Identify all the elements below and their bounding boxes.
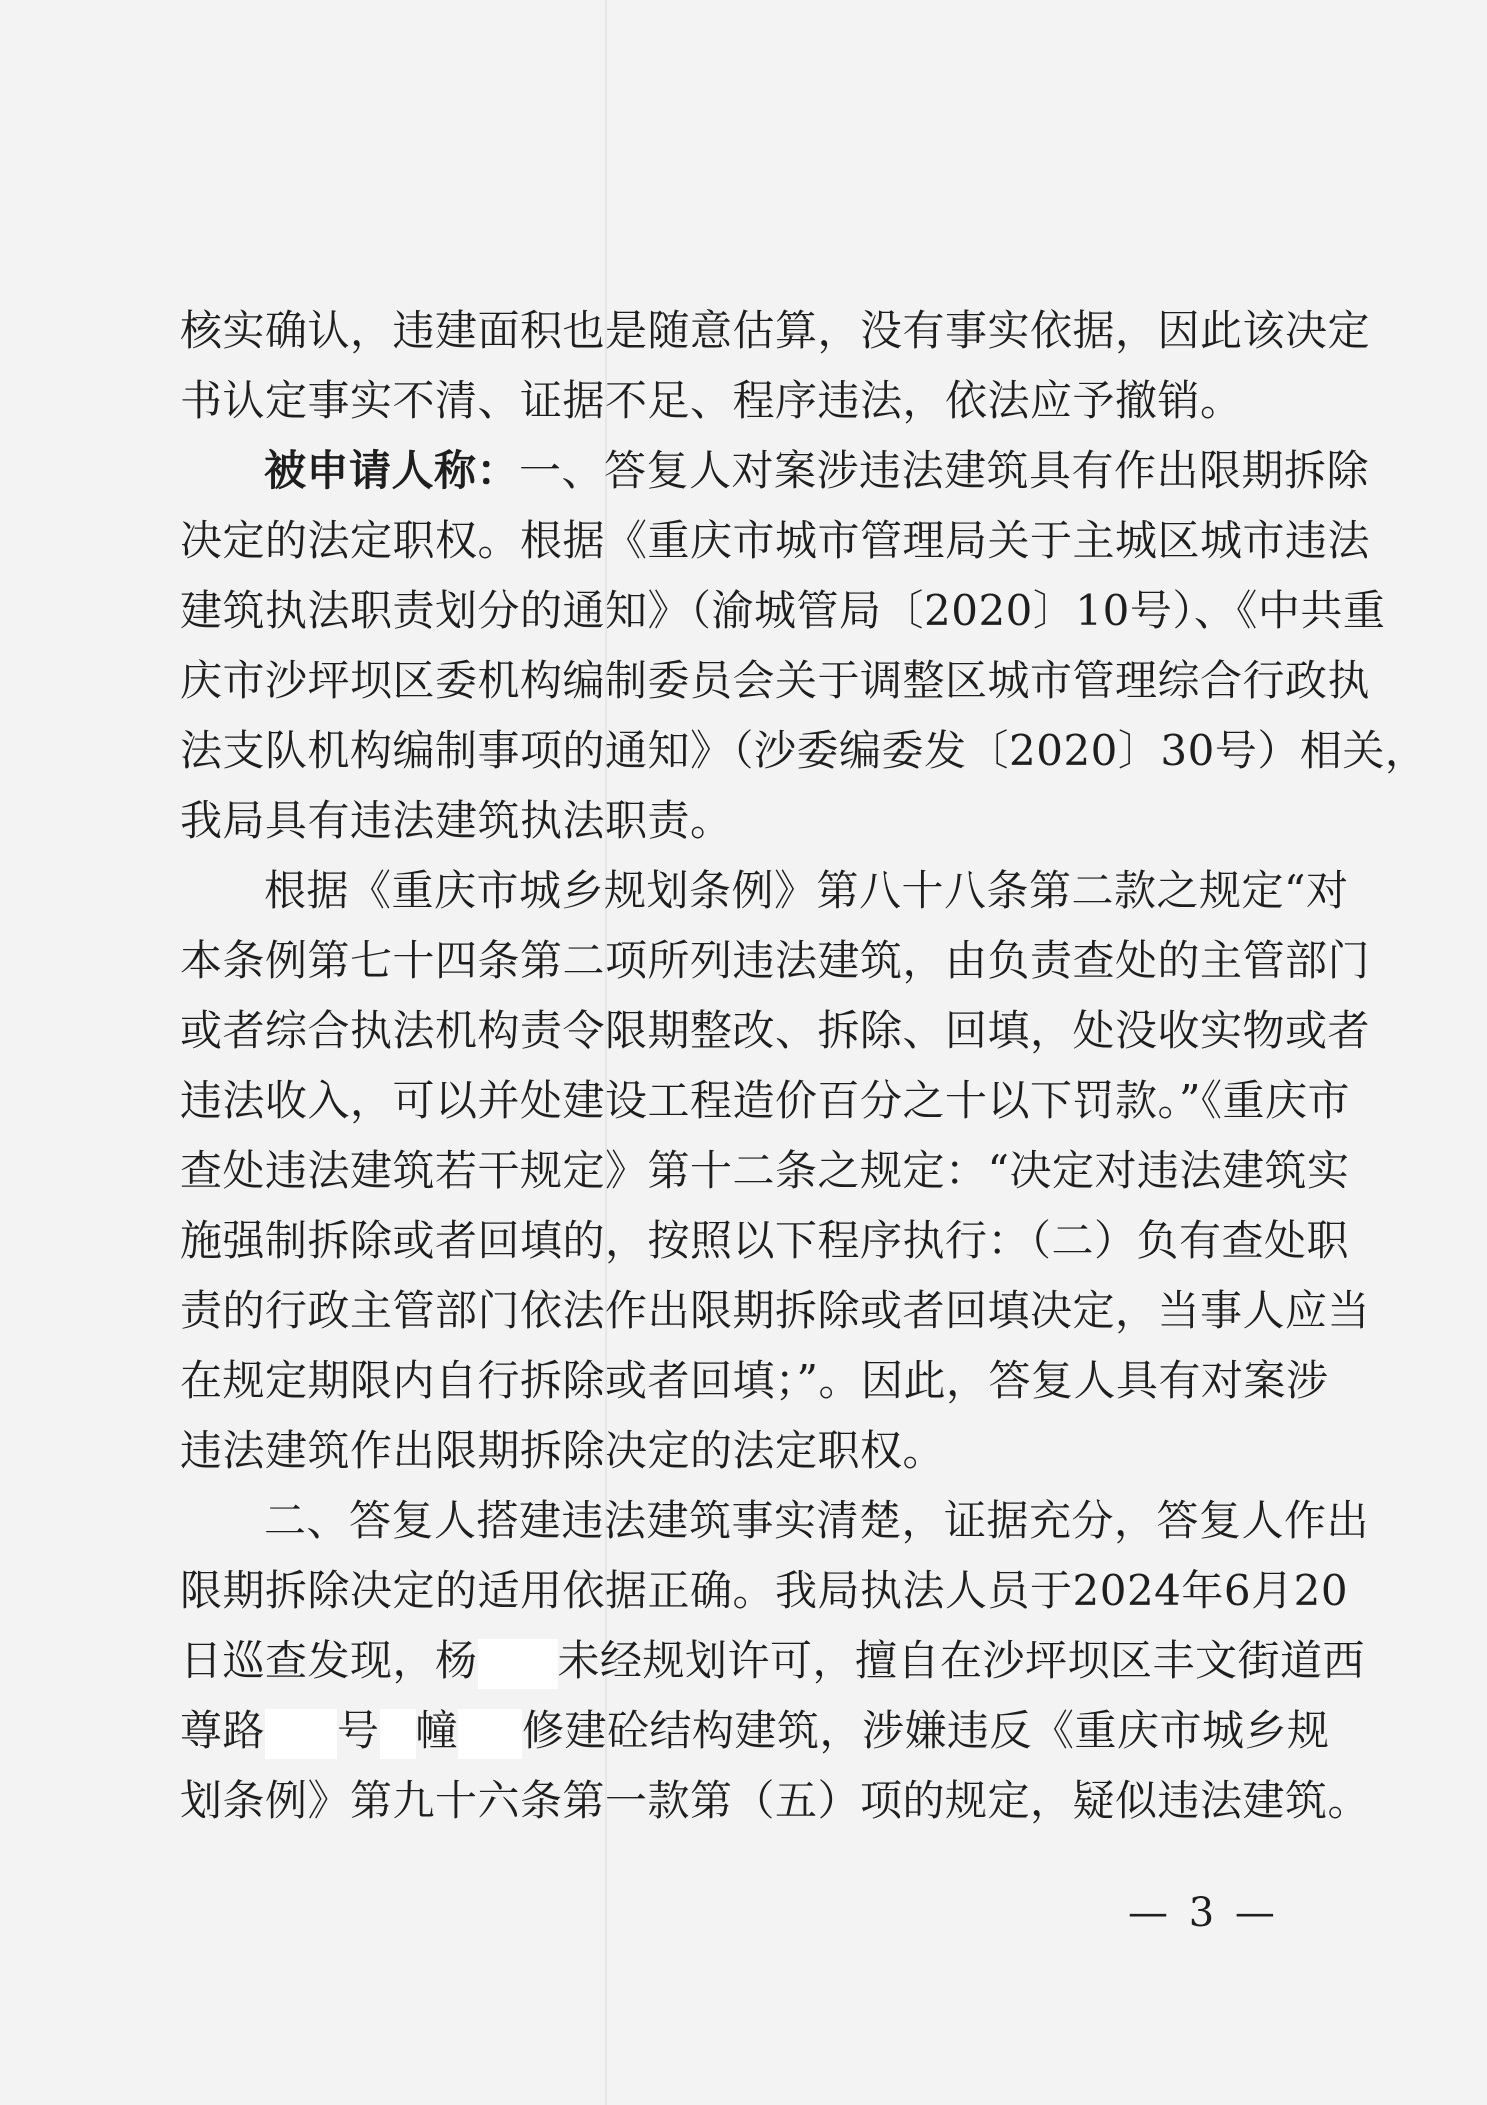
text-segment: 一、答复人对案涉违法建筑具有作出限期拆除 xyxy=(519,446,1370,495)
text-line: 决定的法定职权。根据《重庆市城市管理局关于主城区城市违法 xyxy=(180,516,1371,565)
text-line: 根据《重庆市城乡规划条例》第八十八条第二款之规定“对 xyxy=(264,866,1349,915)
text-line: 在规定期限内自行拆除或者回填；”。因此，答复人具有对案涉 xyxy=(180,1356,1329,1405)
text-line: 二、答复人搭建违法建筑事实清楚，证据充分，答复人作出 xyxy=(264,1496,1370,1545)
text-line: 违法建筑作出限期拆除决定的法定职权。 xyxy=(180,1426,946,1475)
text-line xyxy=(180,1696,1330,1766)
text-line: 查处违法建筑若干规定》第十二条之规定：“决定对违法建筑实 xyxy=(180,1146,1350,1195)
text-line: 书认定事实不清、证据不足、程序违法，依法应予撤销。 xyxy=(180,376,1243,425)
text-line xyxy=(180,1626,1366,1696)
text-line: 法支队机构编制事项的通知》（沙委编委发〔2020〕30号）相关， xyxy=(180,726,1428,775)
text-line: 本条例第七十四条第二项所列违法建筑，由负责查处的主管部门 xyxy=(180,936,1371,985)
text-line: 施强制拆除或者回填的，按照以下程序执行：（二）负有查处职 xyxy=(180,1216,1350,1265)
text-line: 庆市沙坪坝区委机构编制委员会关于调整区城市管理综合行政执 xyxy=(180,656,1371,705)
text-segment: 未经规划许可，擅自在沙坪坝区丰文街道西 xyxy=(557,1636,1366,1685)
text-line: 限期拆除决定的适用依据正确。我局执法人员于2024年6月20 xyxy=(180,1566,1349,1615)
redaction-block xyxy=(265,1709,337,1759)
text-line: 责的行政主管部门依法作出限期拆除或者回填决定，当事人应当 xyxy=(180,1286,1371,1335)
text-segment: 幢 xyxy=(415,1706,459,1755)
page-number: — 3 — xyxy=(1128,1890,1279,1936)
text-line: 或者综合执法机构责令限期整改、拆除、回填，处没收实物或者 xyxy=(180,1006,1371,1055)
text-line: 划条例》第九十六条第一款第（五）项的规定，疑似违法建筑。 xyxy=(180,1776,1371,1825)
text-line: 我局具有违法建筑执法职责。 xyxy=(180,796,733,845)
text-segment: 号 xyxy=(337,1706,380,1755)
redaction-block xyxy=(458,1709,522,1759)
redaction-block xyxy=(478,1639,558,1689)
respondent-label: 被申请人称： xyxy=(264,446,520,495)
document-body xyxy=(180,296,1428,1836)
text-line xyxy=(180,436,1370,506)
text-segment: 修建砼结构建筑，涉嫌违反《重庆市城乡规 xyxy=(522,1706,1330,1755)
text-line: 核实确认，违建面积也是随意估算，没有事实依据，因此该决定 xyxy=(180,306,1371,355)
text-line: 建筑执法职责划分的通知》（渝城管局〔2020〕10号）、《中共重 xyxy=(180,586,1386,635)
text-segment: 日巡查发现，杨 xyxy=(180,1636,478,1685)
redaction-block xyxy=(380,1709,416,1759)
text-line: 违法收入，可以并处建设工程造价百分之十以下罚款。”《重庆市 xyxy=(180,1076,1350,1125)
text-segment: 尊路 xyxy=(180,1706,266,1755)
